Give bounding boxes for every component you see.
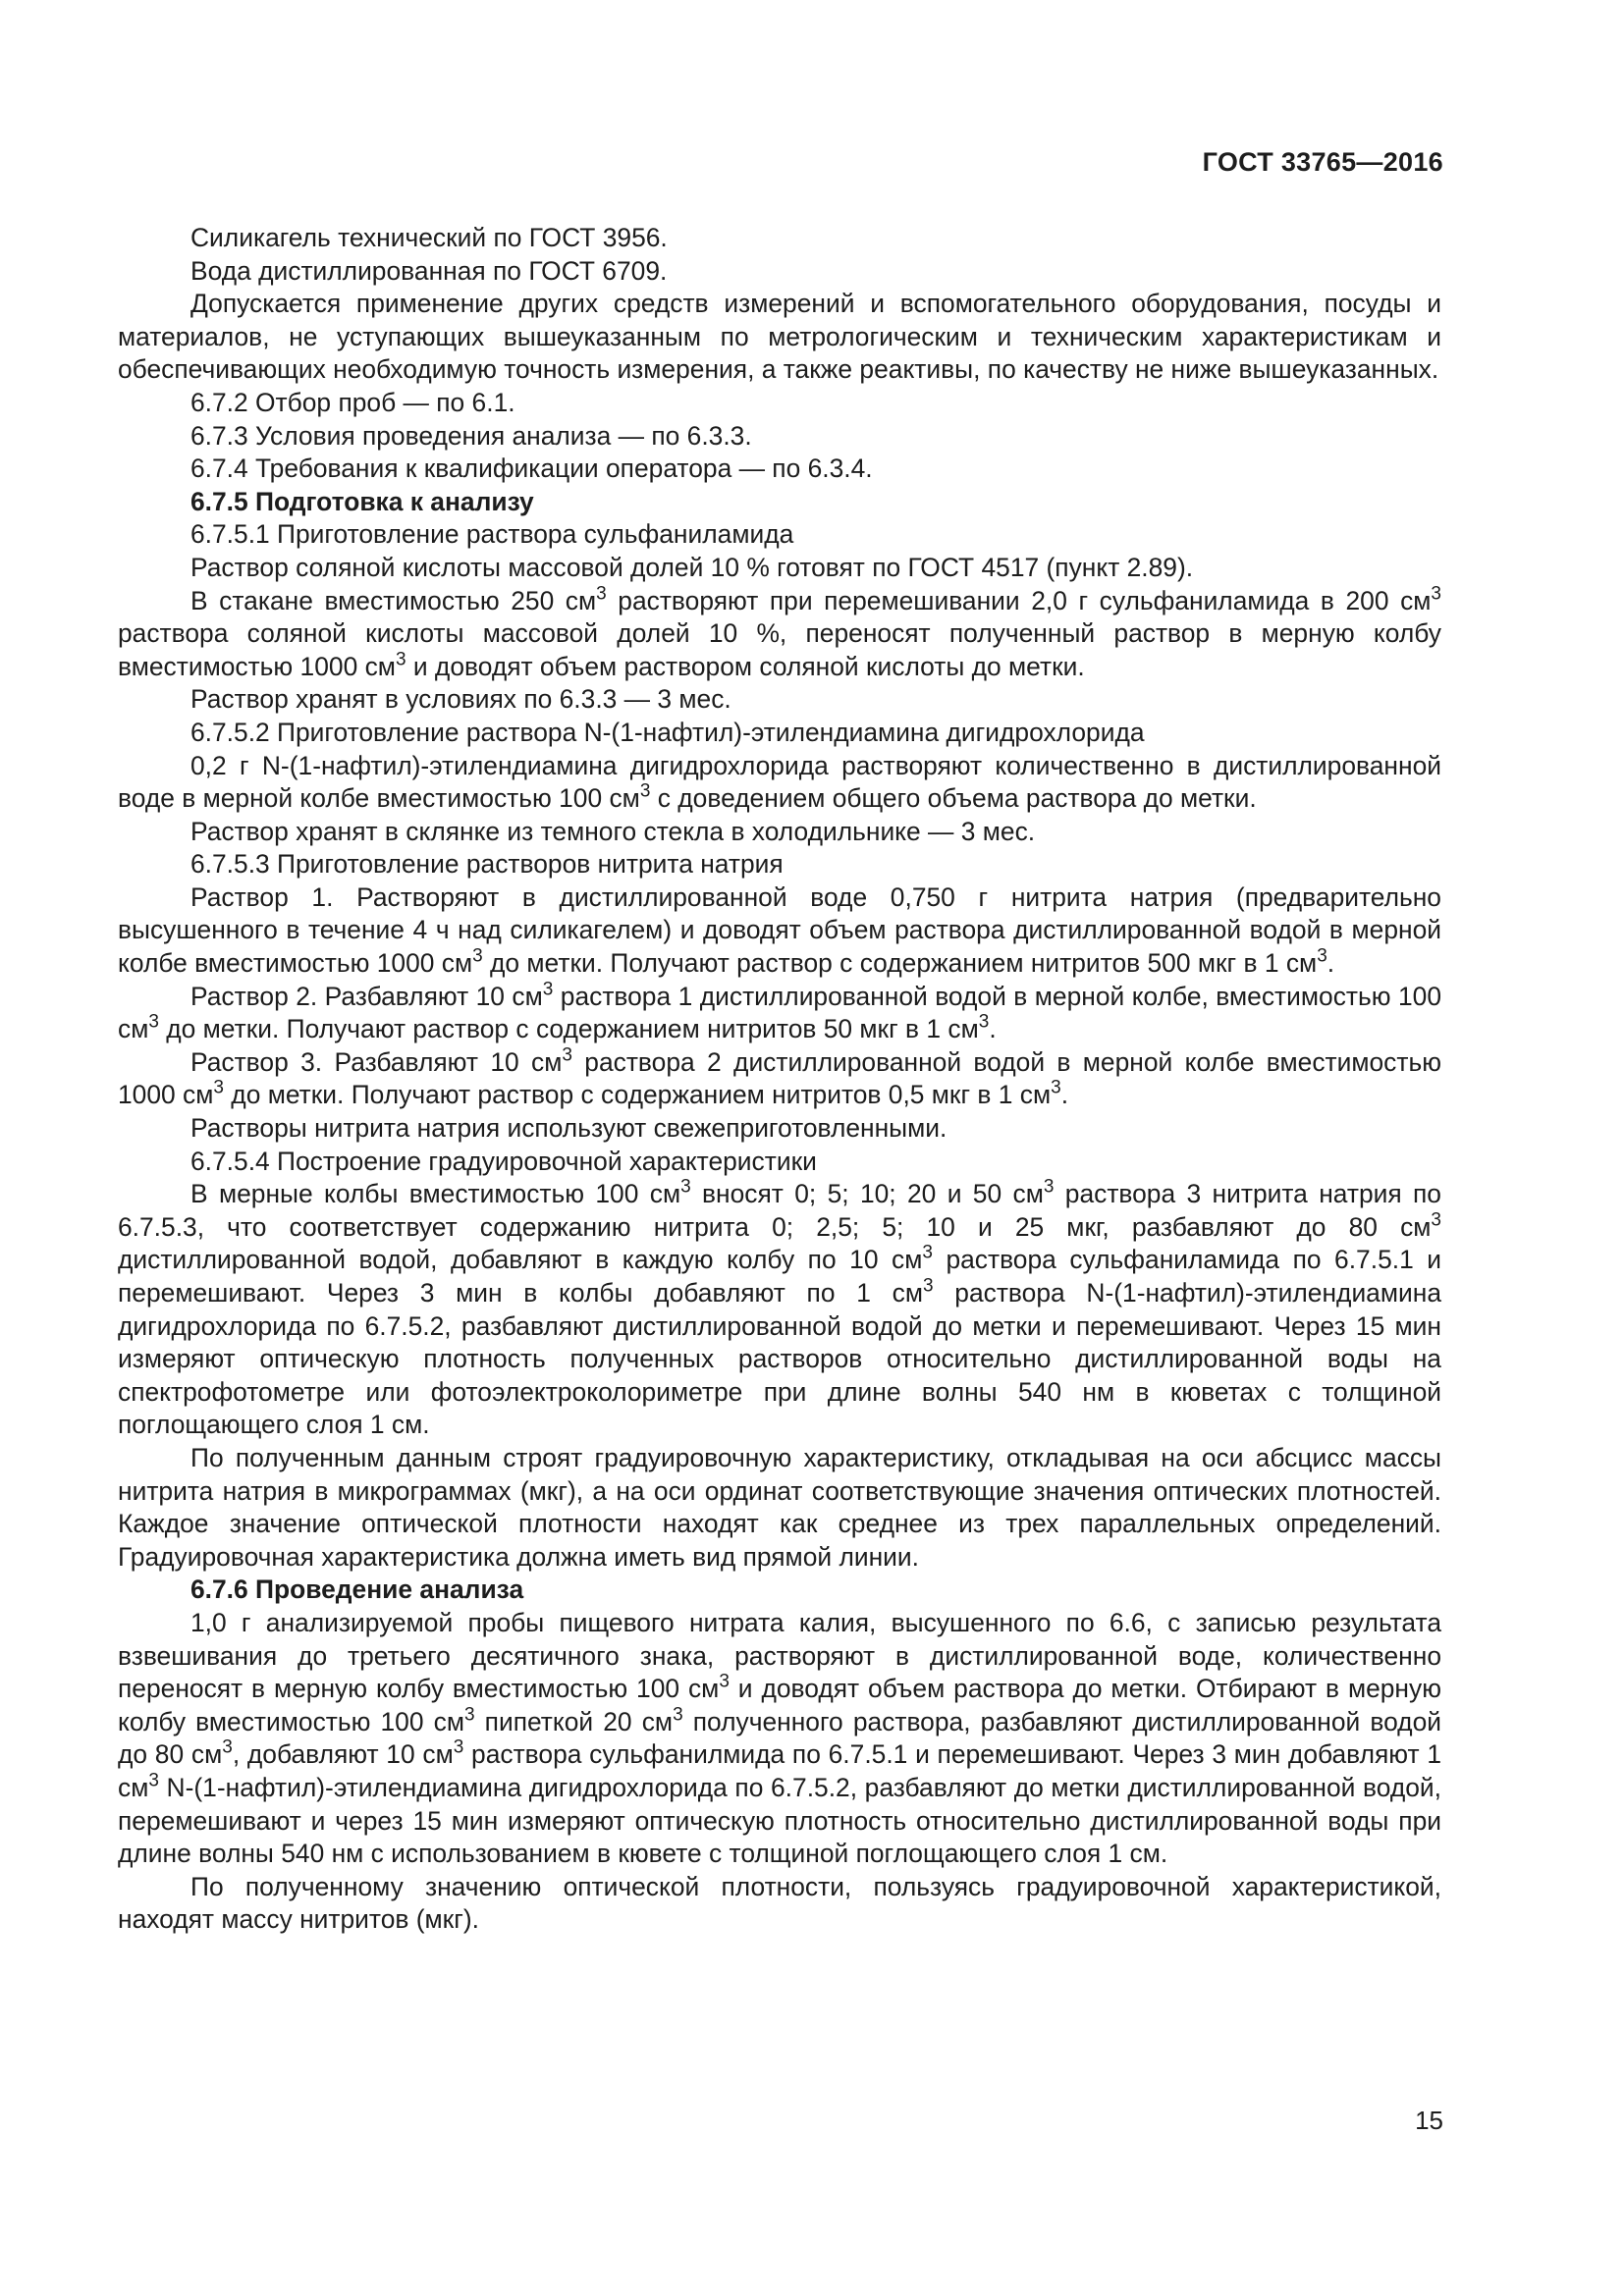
paragraph: 6.7.3 Условия проведения анализа — по 6.3.3.	[190, 420, 752, 451]
paragraph: Раствор 3. Разбавляют 10 $см^3$ раствора 2 дистиллированной водой в мерной колбе вместимостью 1000 $см^3$ до метки. Получают раствор с содержанием нитритов 0,5 мкг в 1 $см^3$.	[118, 1044, 1442, 1110]
paragraph: 6.7.4 Требования к квалификации оператора — по 6.3.4.	[190, 454, 873, 484]
paragraph: Раствор хранят в условиях по 6.3.3 — 3 мес.	[190, 684, 731, 715]
document-header: ГОСТ 33765—2016	[1202, 147, 1443, 177]
document-body	[118, 222, 1441, 1937]
paragraph: Раствор 1. Растворяют в дистиллированной воде 0,750 г нитрита натрия (предварительно высушенного в течение 4 ч над силикагелем) и доводят объем раствора дистиллированной водой в мерной колбе вместимостью 1000 $см^3$ до метки. Получают раствор с содержанием нитритов 500 мкг в 1 $см^3$.	[118, 881, 1441, 979]
paragraph: Силикагель технический по ГОСТ 3956.	[190, 223, 668, 252]
paragraph: 6.7.2 Отбор проб — по 6.1.	[190, 387, 515, 417]
paragraph: По полученному значению оптической плотности, пользуясь градуировочной характеристикой, находят массу нитритов (мкг).	[118, 1871, 1441, 1935]
paragraph: 0,2 г N-(1-нафтил)-этилендиамина дигидрохлорида растворяют количественно в дистиллированной воде в мерной колбе вместимостью 100 $см^3$ с доведением общего объема раствора до метки.	[118, 750, 1441, 814]
paragraph: 6.7.5.4 Построение градуировочной характеристики	[190, 1146, 817, 1176]
paragraph: Раствор хранят в склянке из темного стекла в холодильнике — 3 мес.	[190, 816, 1036, 846]
section-heading: 6.7.6 Проведение анализа	[190, 1575, 524, 1605]
paragraph: 6.7.5.3 Приготовление растворов нитрита натрия	[190, 849, 784, 880]
paragraph: В мерные колбы вместимостью 100 $см^3$ вносят 0; 5; 10; 20 и 50 $см^3$ раствора 3 нитрита натрия по 6.7.5.3, что соответствует содержанию нитрита 0; 2,5; 5; 10 и 25 мкг, разбавляют до 80 $см^3$ дистиллированной водой, добавляют в каждую колбу по 10 $см^3$ раствора сульфаниламида по 6.7.5.1 и перемешивают. Через 3 мин в колбы добавляют по 1 $см^3$ раствора N-(1-нафтил)-этилендиамина дигидрохлорида по 6.7.5.2, разбавляют дистиллированной водой до метки и перемешивают. Через 15 мин измеряют оптическую плотность полученных растворов относительно дистиллированной воды на спектрофотометре или фотоэлектроколориметре при длине волны 540 нм в кюветах с толщиной поглощающего слоя 1 см.	[118, 1176, 1442, 1440]
paragraph: Растворы нитрита натрия используют свежеприготовленными.	[190, 1113, 947, 1144]
paragraph: Раствор соляной кислоты массовой долей 10 % готовят по ГОСТ 4517 (пункт 2.89).	[190, 552, 1194, 582]
paragraph: 6.7.5.2 Приготовление раствора N-(1-нафтил)-этилендиамина дигидрохлорида	[190, 717, 1145, 747]
paragraph: 1,0 г анализируемой пробы пищевого нитрата калия, высушенного по 6.6, с записью результата взвешивания до третьего десятичного знака, растворяют в дистиллированной воде, количественно переносят в мерную колбу вместимостью 100 $см^3$ и доводят объем раствора до метки. Отбирают в мерную колбу вместимостью 100 $см^3$ пипеткой 20 $см^3$ полученного раствора, разбавляют дистиллированной водой до 80 $см^3$, добавляют 10 $см^3$ раствора сульфанилмида по 6.7.5.1 и перемешивают. Через 3 мин добавляют 1 $см^3$ N-(1-нафтил)-этилендиамина дигидрохлорида по 6.7.5.2, разбавляют до метки дистиллированной водой, перемешивают и через 15 мин измеряют оптическую плотность относительно дистиллированной воды при длине волны 540 нм с использованием в кювете с толщиной поглощающего слоя 1 см.	[118, 1607, 1441, 1869]
paragraph: Раствор 2. Разбавляют 10 $см^3$ раствора 1 дистиллированной водой в мерной колбе, вместимостью 100 $см^3$ до метки. Получают раствор с содержанием нитритов 50 мкг в 1 $см^3$.	[118, 979, 1441, 1044]
section-heading: 6.7.5 Подготовка к анализу	[190, 486, 534, 516]
paragraph: По полученным данным строят градуировочную характеристику, откладывая на оси абсцисс массы нитрита натрия в микрограммах (мкг), а на оси ординат соответствующие значения оптических плотностей. Каждое значение оптической плотности находят как среднее из трех параллельных определений. Градуировочная характеристика должна иметь вид прямой линии.	[118, 1442, 1441, 1572]
paragraph: В стакане вместимостью 250 $см^3$ растворяют при перемешивании 2,0 г сульфаниламида в 200 $см^3$ раствора соляной кислоты массовой долей 10 %, переносят полученный раствор в мерную колбу вместимостью 1000 $см^3$ и доводят объем раствором соляной кислоты до метки.	[118, 583, 1441, 681]
paragraph: Допускается применение других средств измерений и вспомогательного оборудования, посуды и материалов, не уступающих вышеуказанным по метрологическим и техническим характеристикам и обеспечивающих необходимую точность измерения, а также реактивы, по качеству не ниже вышеуказанных.	[118, 289, 1441, 385]
paragraph: Вода дистиллированная по ГОСТ 6709.	[190, 255, 668, 286]
paragraph: 6.7.5.1 Приготовление раствора сульфаниламида	[190, 519, 794, 550]
page-number: 15	[1415, 2106, 1443, 2135]
